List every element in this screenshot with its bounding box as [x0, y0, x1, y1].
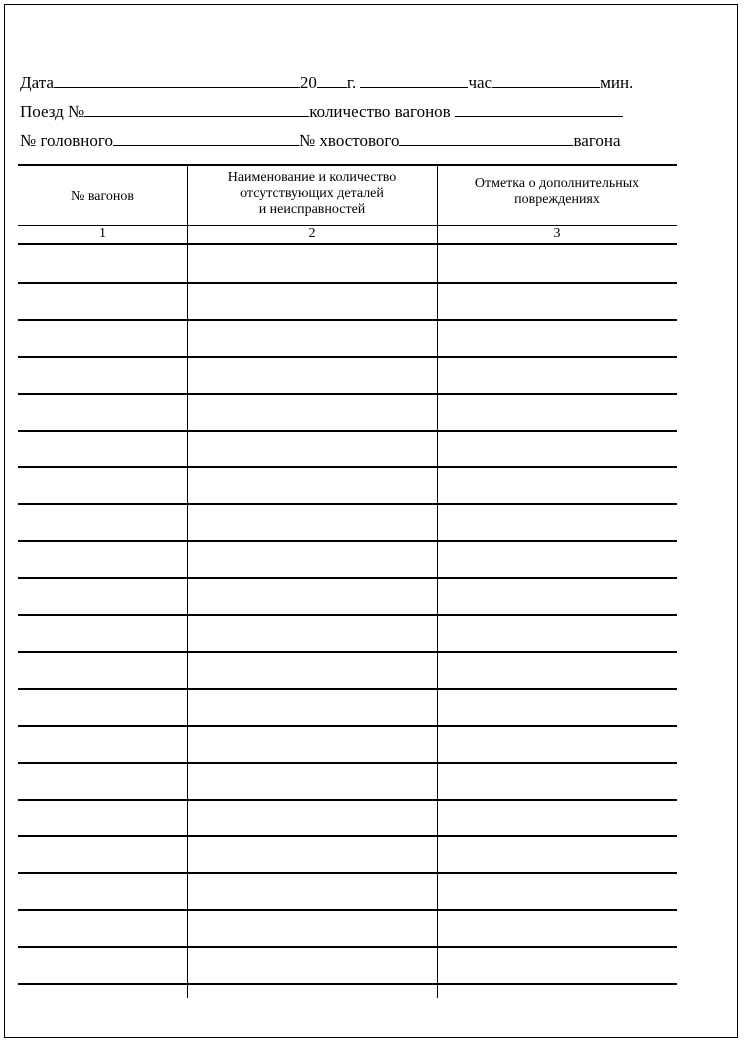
- tail-car-field[interactable]: [399, 130, 573, 146]
- col3-header: [437, 176, 677, 208]
- table-row-line: [18, 909, 677, 911]
- table-row-line: [18, 319, 677, 321]
- cars-count-field[interactable]: [455, 101, 623, 117]
- year-suffix: г.: [346, 73, 357, 92]
- table-row-line: [18, 983, 677, 985]
- col2-header-line: отсутствующих деталей: [240, 186, 384, 201]
- table-row-line: [18, 688, 677, 690]
- col3-number: 3: [553, 226, 561, 241]
- train-line: [20, 101, 623, 122]
- train-label: Поезд №: [20, 102, 85, 121]
- header-divider: [18, 225, 677, 226]
- table-row-line: [18, 466, 677, 468]
- form-page: [4, 4, 738, 1038]
- hour-field[interactable]: [360, 72, 468, 88]
- table-row-line: [18, 393, 677, 395]
- col2-header-line: Наименование и количество: [227, 170, 397, 185]
- col1-header: № вагонов: [71, 189, 134, 204]
- cars-line: [20, 130, 621, 151]
- table-row-line: [18, 872, 677, 874]
- year-field[interactable]: [317, 72, 347, 88]
- car-label: вагона: [573, 131, 621, 150]
- head-car-field[interactable]: [113, 130, 299, 146]
- head-car-label: № головного: [20, 131, 113, 150]
- date-field[interactable]: [54, 72, 300, 88]
- cars-count-label: количество вагонов: [309, 102, 451, 121]
- col2-header-line: и неисправностей: [258, 202, 366, 217]
- tail-car-label: № хвостового: [298, 131, 400, 150]
- minute-label: мин.: [600, 73, 634, 92]
- table-top-border: [18, 164, 677, 166]
- table-row-line: [18, 835, 677, 837]
- table-row-line: [18, 503, 677, 505]
- date-label: Дата: [20, 73, 54, 92]
- table-row-line: [18, 614, 677, 616]
- col3-header-line: повреждениях: [514, 192, 600, 207]
- table-row-line: [18, 540, 677, 542]
- table-row-line: [18, 762, 677, 764]
- col3-header-line: Отметка о дополнительных: [474, 176, 640, 191]
- table-row-line: [18, 725, 677, 727]
- year-prefix: 20: [299, 73, 317, 92]
- table-row-line: [18, 946, 677, 948]
- col1-number: 1: [99, 226, 106, 241]
- train-number-field[interactable]: [84, 101, 309, 117]
- table-row-line: [18, 799, 677, 801]
- table-row-line: [18, 651, 677, 653]
- col2-header: [187, 170, 437, 218]
- minute-field[interactable]: [492, 72, 600, 88]
- table-row-line: [18, 356, 677, 358]
- numbers-divider: [18, 243, 677, 245]
- table-row-line: [18, 430, 677, 432]
- table-row-line: [18, 577, 677, 579]
- table-row-line: [18, 282, 677, 284]
- date-line: [20, 72, 633, 93]
- col2-number: 2: [308, 226, 316, 241]
- hour-label: час: [468, 73, 493, 92]
